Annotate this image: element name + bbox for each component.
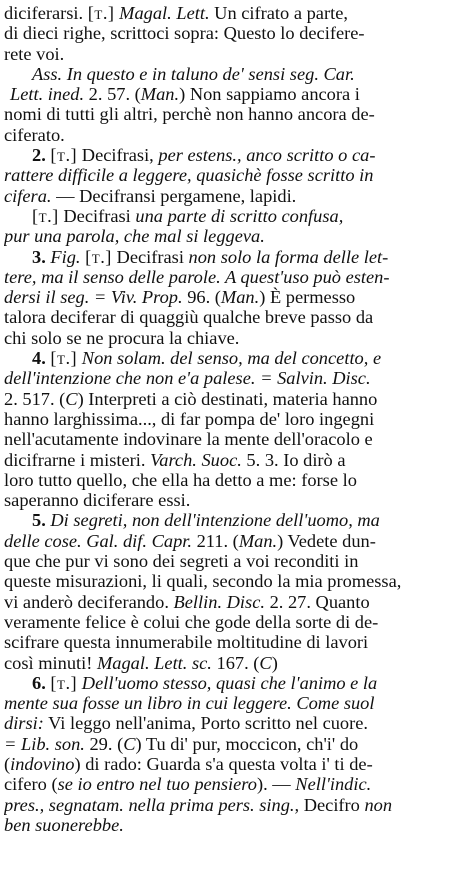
text-run: ) Tu di' pur, moccicon, ch'i' do xyxy=(135,733,359,754)
text-run: 167. ( xyxy=(211,652,260,673)
text-run: Dell'uomo stesso, quasi che l'animo e la xyxy=(81,672,378,693)
text-line xyxy=(4,84,469,104)
text-run: Un cifrato a parte, xyxy=(209,3,348,23)
text-run: talora deciferar di quaggiù qualche breve passo da xyxy=(4,307,374,328)
text-run: saperanno diciferare essi. xyxy=(4,490,191,511)
text-run: se io entro nel tuo pensiero xyxy=(57,774,257,795)
text-line xyxy=(4,612,469,632)
text-line xyxy=(4,693,469,713)
text-line xyxy=(4,450,469,470)
text-line xyxy=(4,287,469,307)
text-run: pres., segnatam. nella prima pers. sing., xyxy=(4,794,300,815)
text-run: Fig. xyxy=(50,246,81,267)
text-run: C xyxy=(65,388,78,409)
text-run: dell'intenzione che non e'a palese. = Salvin. Disc. xyxy=(4,368,371,389)
text-line xyxy=(4,754,469,774)
text-line xyxy=(4,429,469,449)
text-run: ) Vedete dun- xyxy=(277,530,376,551)
text-run: C xyxy=(259,652,272,673)
text-run: Bellin. Disc. xyxy=(173,591,265,612)
text-line xyxy=(4,348,469,368)
text-run: hanno larghissima..., di far pompa de' loro ingegni xyxy=(4,408,375,429)
text-run: 2. 57. ( xyxy=(84,84,141,105)
text-run: ) Non sappiamo ancora i xyxy=(179,84,360,105)
text-run: = Lib. son. xyxy=(4,733,85,754)
text-run: — Decifransi pergamene, lapidi. xyxy=(51,185,297,206)
text-run: ) Interpreti a ciò destinati, materia hanno xyxy=(77,388,378,409)
text-run: nomi di tutti gli altri, perchè non hanno ancora de- xyxy=(4,104,375,125)
text-run: Man. xyxy=(238,530,278,551)
text-run: scifrare questa innumerabile moltitudine di lavori xyxy=(4,632,369,653)
text-run: [t.] xyxy=(50,145,78,166)
text-run: ben suonerebbe. xyxy=(4,814,124,835)
text-run: vi anderò deciferando. xyxy=(4,591,174,612)
text-line xyxy=(4,206,469,226)
text-run: ciferato. xyxy=(4,124,65,145)
text-run: [t.] xyxy=(50,348,78,369)
text-run: 2. xyxy=(32,145,51,166)
text-run: Decifrasi xyxy=(58,205,136,226)
text-line xyxy=(4,104,469,124)
text-run: Magal. Lett. sc. xyxy=(96,652,212,673)
text-run: Non solam. del senso, ma del concetto, e xyxy=(81,348,382,369)
text-run: tere, ma il senso delle parole. A quest'uso può esten- xyxy=(4,266,390,287)
text-line xyxy=(4,632,469,652)
text-run: una parte di scritto confusa, xyxy=(135,205,344,226)
text-run: 2. 517. ( xyxy=(4,388,66,409)
text-run: Magal. Lett. xyxy=(119,3,210,23)
text-run: Varch. Suoc. xyxy=(150,449,242,470)
text-run: [t.] xyxy=(87,3,115,23)
text-line xyxy=(4,44,469,64)
text-line xyxy=(4,713,469,733)
text-line xyxy=(4,531,469,551)
text-run: queste misurazioni, li quali, secondo la mia promessa, xyxy=(4,571,402,592)
text-line xyxy=(4,165,469,185)
text-line xyxy=(4,815,469,835)
text-run: pur una parola, che mal si leggeva. xyxy=(4,226,265,247)
text-run: ) È permesso xyxy=(259,287,356,308)
text-run: Man. xyxy=(140,84,180,105)
text-run: C xyxy=(123,733,136,754)
text-line xyxy=(4,389,469,409)
text-run: que che pur vi sono dei segreti a voi reconditi in xyxy=(4,551,359,572)
text-line xyxy=(4,510,469,530)
text-line xyxy=(4,145,469,165)
text-run: [t.] xyxy=(85,246,112,267)
text-line xyxy=(4,653,469,673)
text-line xyxy=(4,571,469,591)
text-run: Decifrasi, xyxy=(77,145,159,166)
text-run: nell'acutamente indovinare la mente dell'oracolo e xyxy=(4,429,373,450)
text-run: 4. xyxy=(32,348,51,369)
text-run: Decifro xyxy=(299,794,365,815)
text-run: ( xyxy=(4,753,11,774)
text-run: Di segreti, non dell'intenzione dell'uomo, ma xyxy=(50,510,380,531)
text-run: mente sua fosse un libro in cui leggere. Come suol xyxy=(4,693,375,714)
text-run: diciferarsi. xyxy=(4,3,88,23)
text-line xyxy=(4,307,469,327)
text-line xyxy=(4,64,469,84)
text-run: 5. 3. Io dirò a xyxy=(241,449,346,470)
text-run: loro tutto quello, che ella ha detto a me: forse lo xyxy=(4,469,357,490)
text-run: indovino xyxy=(10,753,75,774)
text-run: ) di rado: Guarda s'a questa volta i' ti de- xyxy=(74,753,373,774)
text-run: [t.] xyxy=(32,205,59,226)
text-run: di dieci righe, scrittoci sopra: Questo lo decifere- xyxy=(4,23,365,44)
text-run: non solo la forma delle let- xyxy=(188,246,389,267)
dictionary-column xyxy=(4,3,469,835)
text-run: ) xyxy=(271,652,278,673)
text-run: Nell'indic. xyxy=(295,774,372,795)
text-run: 96. ( xyxy=(182,287,221,308)
text-line xyxy=(4,226,469,246)
text-run: cifera. xyxy=(4,185,52,206)
text-run: [t.] xyxy=(50,672,78,693)
text-run: dersi il seg. = Viv. Prop. xyxy=(4,287,183,308)
text-line xyxy=(4,368,469,388)
text-run: 2. 27. Quanto xyxy=(264,591,370,612)
text-line xyxy=(4,247,469,267)
text-run: Decifrasi xyxy=(111,246,189,267)
text-line xyxy=(4,125,469,145)
text-line xyxy=(4,795,469,815)
text-line xyxy=(4,23,469,43)
text-line xyxy=(4,734,469,754)
text-line xyxy=(4,673,469,693)
text-line xyxy=(4,186,469,206)
text-run: Lett. ined. xyxy=(10,84,85,105)
text-line xyxy=(4,774,469,794)
text-run: rete voi. xyxy=(4,43,65,64)
text-run: dirsi: xyxy=(4,713,44,734)
text-run: rattere difficile a leggere, quasichè fosse scritto in xyxy=(4,165,374,186)
text-line xyxy=(4,592,469,612)
text-run: 211. ( xyxy=(191,530,239,551)
text-run: per estens., anco scritto o ca- xyxy=(158,145,376,166)
text-run: 5. xyxy=(32,510,51,531)
text-run: cifero ( xyxy=(4,774,58,795)
text-run: 29. ( xyxy=(84,733,124,754)
text-line xyxy=(4,490,469,510)
text-run: Man. xyxy=(220,287,260,308)
text-run: non xyxy=(364,794,393,815)
text-line xyxy=(4,267,469,287)
text-run: Ass. In questo e in taluno de' sensi seg. Car. xyxy=(32,63,355,84)
text-run: delle cose. Gal. dif. Capr. xyxy=(4,530,192,551)
text-line xyxy=(4,3,469,23)
text-line xyxy=(4,409,469,429)
text-run: chi solo se ne procura la chiave. xyxy=(4,327,240,348)
text-run: 3. xyxy=(32,246,51,267)
text-run: ). — xyxy=(256,774,296,795)
text-run: 6. xyxy=(32,672,51,693)
text-line xyxy=(4,551,469,571)
text-run: Vi leggo nell'anima, Porto scritto nel cuore. xyxy=(43,713,369,734)
text-run: dicifrarne i misteri. xyxy=(4,449,151,470)
text-run: veramente felice è colui che gode della sorte di de- xyxy=(4,611,379,632)
text-line xyxy=(4,470,469,490)
text-run: così minuti! xyxy=(4,652,97,673)
text-line xyxy=(4,328,469,348)
